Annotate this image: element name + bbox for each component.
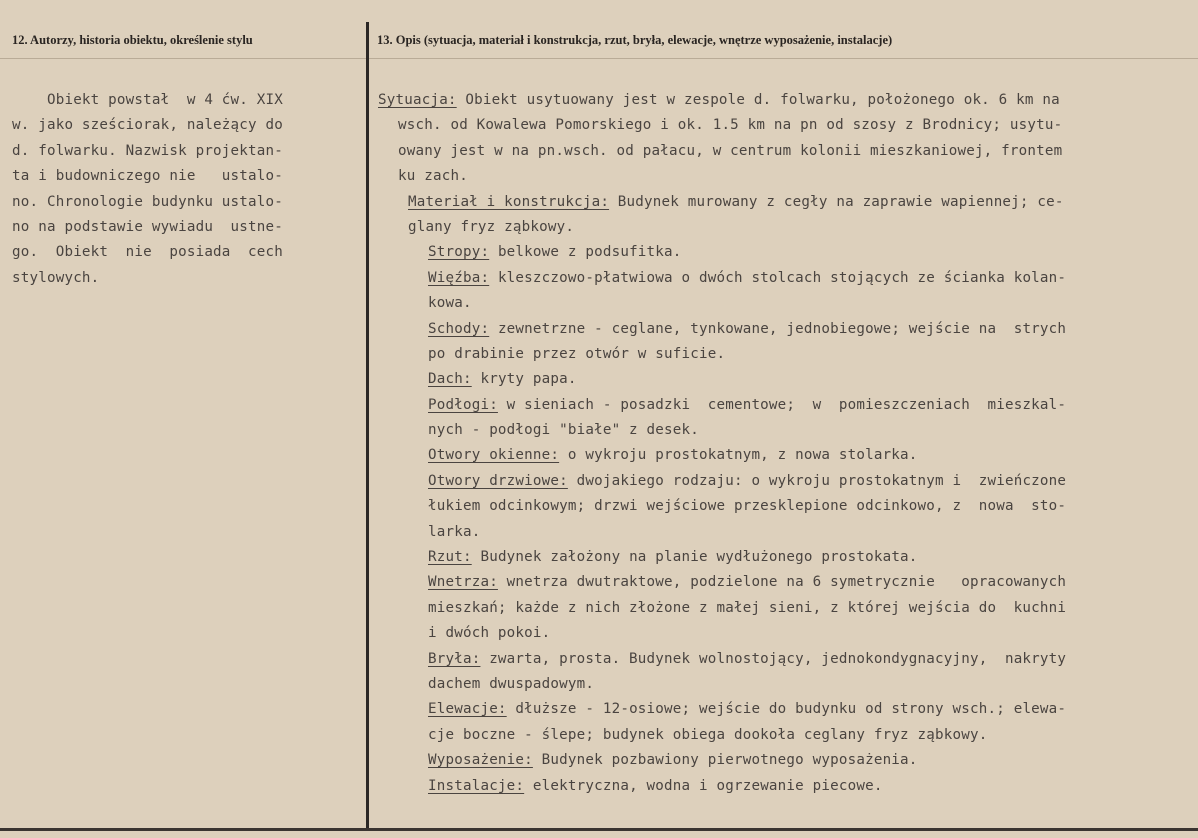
description-text	[378, 88, 1178, 799]
line-text: kowa.	[428, 295, 472, 312]
line-text: belkowe z podsufitka.	[489, 244, 682, 261]
text-line: stylowych.	[12, 269, 100, 286]
line-text: Budynek pozbawiony pierwotnego wyposażenia.	[532, 752, 918, 769]
line-text: nych - podłogi "białe" z desek.	[428, 422, 699, 439]
text-line: d. folwarku. Nazwisk projektan-	[12, 142, 283, 159]
text-line	[378, 723, 1178, 748]
section-label: Materiał i konstrukcja:	[408, 193, 610, 210]
section-label: Podłogi:	[428, 396, 498, 413]
text-line	[378, 418, 1178, 443]
bottom-rule	[0, 828, 1198, 831]
line-text: zwarta, prosta. Budynek wolnostojący, jednokondygnacyjny, nakryty	[480, 650, 1067, 667]
section-label: Instalacje:	[428, 777, 525, 794]
section-label: Wyposażenie:	[428, 752, 533, 769]
line-text: cje boczne - ślepe; budynek obiega dookoła ceglany fryz ząbkowy.	[428, 726, 988, 743]
line-text: i dwóch pokoi.	[428, 625, 551, 642]
text-line	[378, 88, 1178, 113]
line-text: larka.	[428, 523, 481, 540]
text-line	[378, 393, 1178, 418]
text-line	[378, 139, 1178, 164]
line-text: o wykroju prostokatnym, z nowa stolarka.	[559, 447, 918, 464]
text-line	[378, 621, 1178, 646]
line-text: dachem dwuspadowym.	[428, 675, 595, 692]
line-text: wnetrza dwutraktowe, podzielone na 6 symetrycznie opracowanych	[497, 574, 1067, 591]
header-rule	[0, 58, 1198, 59]
section-label: Schody:	[428, 320, 490, 337]
text-line	[378, 520, 1178, 545]
text-line	[378, 545, 1178, 570]
line-text: Budynek murowany z cegły na zaprawie wapiennej; ce-	[609, 193, 1064, 210]
line-text: po drabinie przez otwór w suficie.	[428, 345, 726, 362]
section-label: Wnetrza:	[428, 574, 498, 591]
text-line	[378, 774, 1178, 799]
text-line	[378, 164, 1178, 189]
text-line	[378, 291, 1178, 316]
line-text: wsch. od Kowalewa Pomorskiego i ok. 1.5 km na pn od szosy z Brodnicy; usytu-	[398, 117, 1063, 134]
section-label: Otwory drzwiowe:	[428, 472, 568, 489]
text-line	[378, 647, 1178, 672]
line-text: owany jest w na pn.wsch. od pałacu, w centrum kolonii mieszkaniowej, frontem	[398, 142, 1063, 159]
text-line: no na podstawie wywiadu ustne-	[12, 218, 283, 235]
text-line: no. Chronologie budynku ustalo-	[12, 193, 283, 210]
text-line	[378, 317, 1178, 342]
section-label: Elewacje:	[428, 701, 507, 718]
text-line	[378, 367, 1178, 392]
line-text: kryty papa.	[471, 371, 577, 388]
text-line	[378, 215, 1178, 240]
section-label: Stropy:	[428, 244, 490, 261]
text-line	[378, 240, 1178, 265]
text-line: Obiekt powstał w 4 ćw. XIX	[12, 92, 283, 108]
column-divider	[366, 22, 369, 828]
section-label: Otwory okienne:	[428, 447, 560, 464]
line-text: w sieniach - posadzki cementowe; w pomieszczeniach mieszkal-	[497, 396, 1067, 413]
text-line	[378, 697, 1178, 722]
line-text: Budynek założony na planie wydłużonego prostokata.	[471, 549, 918, 566]
line-text: zewnetrzne - ceglane, tynkowane, jednobiegowe; wejście na strych	[489, 320, 1067, 337]
text-line	[378, 342, 1178, 367]
text-line	[378, 443, 1178, 468]
section-label: Bryła:	[428, 650, 481, 667]
section-label: Rzut:	[428, 549, 472, 566]
section-label: Więźba:	[428, 269, 490, 286]
authors-history-text	[12, 88, 362, 291]
line-text: dłuższe - 12-osiowe; wejście do budynku od strony wsch.; elewa-	[506, 701, 1067, 718]
section-label: Sytuacja:	[378, 92, 457, 108]
line-text: łukiem odcinkowym; drzwi wejściowe przesklepione odcinkowo, z nowa sto-	[428, 498, 1067, 515]
line-text: dwojakiego rodzaju: o wykroju prostokatnym i zwieńczone	[567, 472, 1067, 489]
text-line	[378, 596, 1178, 621]
text-line: go. Obiekt nie posiada cech	[12, 244, 283, 261]
line-text: Obiekt usytuowany jest w zespole d. folwarku, położonego ok. 6 km na	[456, 92, 1060, 108]
text-line	[378, 469, 1178, 494]
line-text: kleszczowo-płatwiowa o dwóch stolcach stojących ze ścianka kolan-	[489, 269, 1067, 286]
section-13-heading: 13. Opis (sytuacja, materiał i konstrukcja, rzut, bryła, elewacje, wnętrze wyposażenie, instalacje)	[377, 33, 893, 47]
text-line	[378, 113, 1178, 138]
line-text: glany fryz ząbkowy.	[408, 218, 575, 235]
text-line	[378, 672, 1178, 697]
text-line	[378, 494, 1178, 519]
line-text: elektryczna, wodna i ogrzewanie piecowe.	[524, 777, 883, 794]
text-line: w. jako sześciorak, należący do	[12, 117, 283, 134]
line-text: mieszkań; każde z nich złożone z małej sieni, z której wejścia do kuchni	[428, 599, 1067, 616]
text-line	[378, 570, 1178, 595]
text-line	[378, 266, 1178, 291]
line-text: ku zach.	[398, 168, 468, 185]
section-12-heading: 12. Autorzy, historia obiektu, określenie stylu	[12, 33, 253, 47]
section-label: Dach:	[428, 371, 472, 388]
text-line	[378, 748, 1178, 773]
text-line: ta i budowniczego nie ustalo-	[12, 168, 283, 185]
text-line	[378, 190, 1178, 215]
